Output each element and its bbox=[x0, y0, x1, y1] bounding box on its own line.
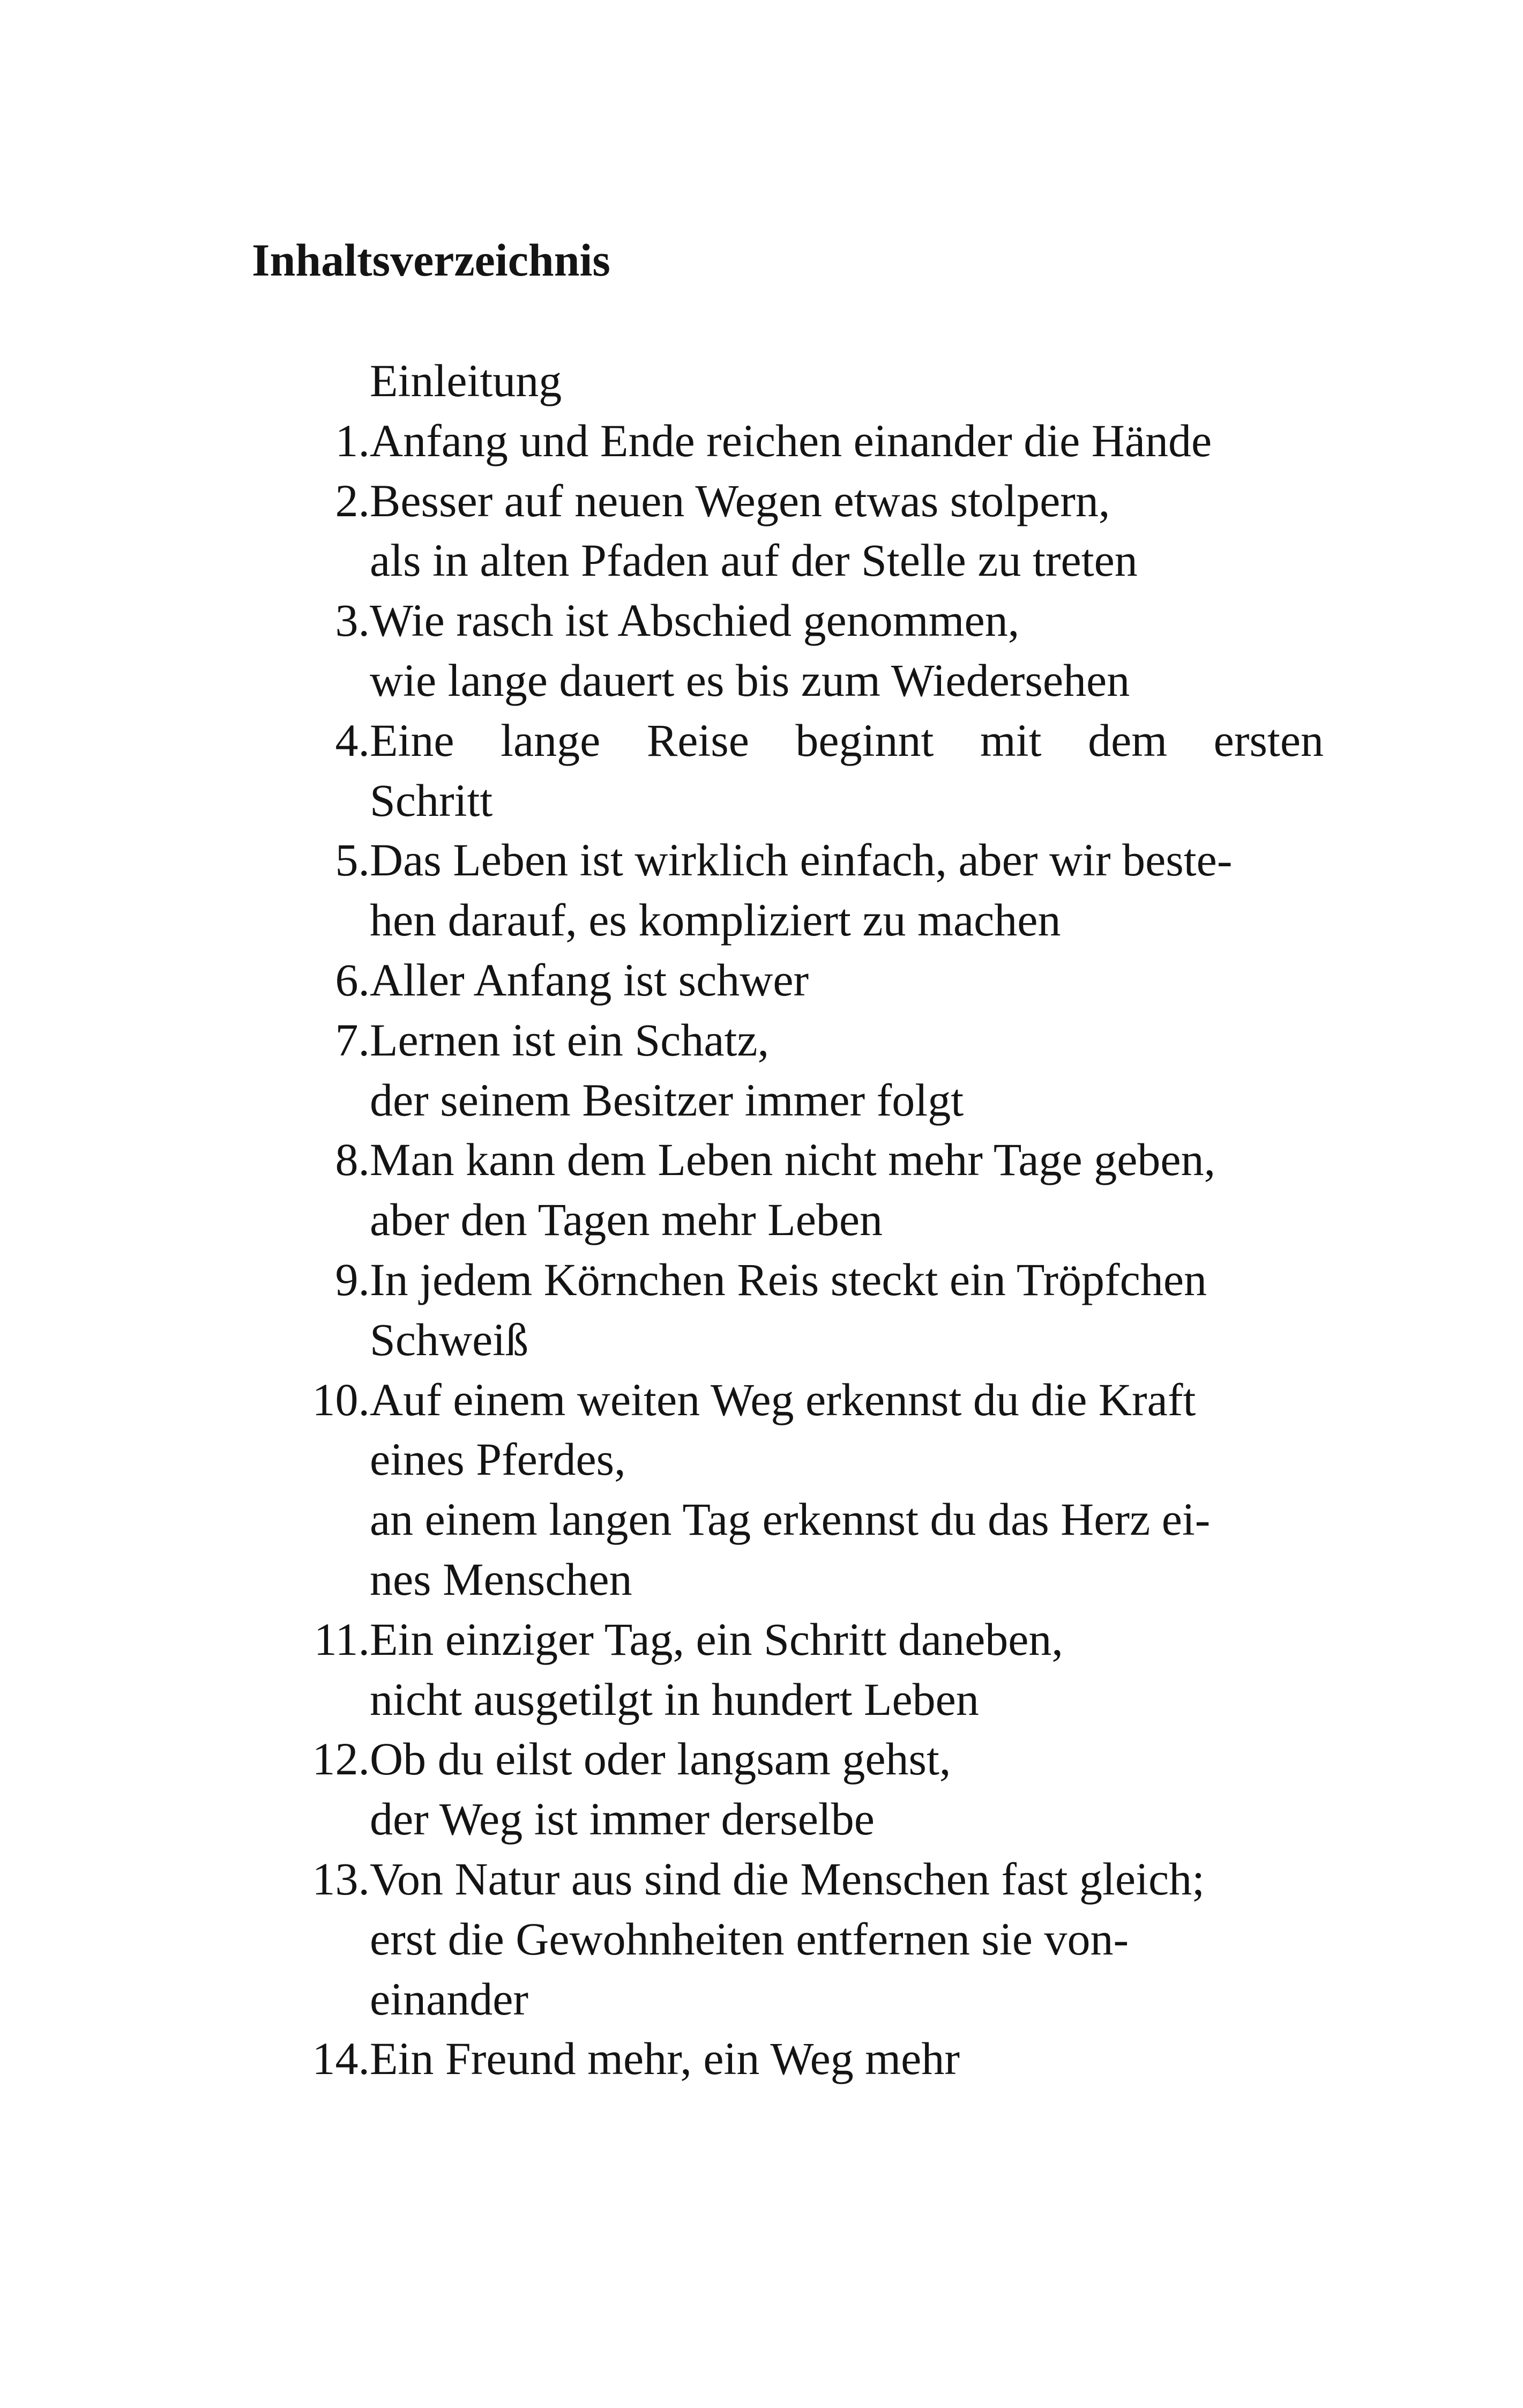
toc-entry-line: Das Leben ist wirklich einfach, aber wir beste- bbox=[370, 834, 1233, 886]
toc-entry-line: Schweiß bbox=[370, 1313, 529, 1365]
toc-entry-line: der seinem Besitzer immer folgt bbox=[370, 1074, 964, 1126]
toc-entry-line: nes Menschen bbox=[370, 1553, 632, 1605]
toc-entry-number-text: 10. bbox=[312, 1373, 370, 1425]
toc-entry-number bbox=[252, 351, 370, 411]
toc-entry-number bbox=[252, 591, 370, 651]
toc-entry bbox=[252, 1130, 1324, 1250]
toc-entry bbox=[252, 591, 1324, 711]
toc-entry-number bbox=[252, 1729, 370, 1789]
toc-entry-number-text: 13. bbox=[312, 1853, 370, 1905]
toc-entry bbox=[252, 1250, 1324, 1370]
toc-entry-number bbox=[252, 1370, 370, 1430]
toc-entry-line: hen darauf, es kompliziert zu machen bbox=[370, 894, 1061, 946]
toc-entry-number bbox=[252, 471, 370, 531]
toc-entry-number-text: 9. bbox=[335, 1253, 370, 1305]
toc-entry-title bbox=[370, 411, 1324, 471]
toc-entry-number bbox=[252, 1010, 370, 1071]
toc-entry-line: Auf einem weiten Weg erkennst du die Kraft bbox=[370, 1373, 1196, 1425]
toc-entry bbox=[252, 1370, 1324, 1610]
toc-entry-number bbox=[252, 2029, 370, 2089]
toc-entry-line: einander bbox=[370, 1973, 529, 2025]
toc-entry bbox=[252, 711, 1324, 831]
toc-entry bbox=[252, 830, 1324, 950]
toc-entry-title bbox=[370, 471, 1324, 591]
toc-entry-title bbox=[370, 1849, 1324, 2029]
toc-entry-line: Ein einziger Tag, ein Schritt daneben, bbox=[370, 1613, 1063, 1665]
toc-entry-line: Lernen ist ein Schatz, bbox=[370, 1014, 770, 1066]
toc-entry-number-text: 3. bbox=[335, 594, 370, 646]
toc-entry-number bbox=[252, 411, 370, 471]
toc-entry bbox=[252, 950, 1324, 1010]
toc-entry-title bbox=[370, 1370, 1324, 1610]
toc-entry-line: der Weg ist immer derselbe bbox=[370, 1793, 875, 1845]
toc-entry-title bbox=[370, 1010, 1324, 1131]
toc-entry-line: Von Natur aus sind die Menschen fast gleich; bbox=[370, 1853, 1205, 1905]
toc-entry-number bbox=[252, 711, 370, 771]
toc-entry-line: als in alten Pfaden auf der Stelle zu treten bbox=[370, 534, 1138, 586]
toc-entry-number-text: 1. bbox=[335, 414, 370, 466]
toc-entry-number bbox=[252, 1849, 370, 1909]
toc-entry bbox=[252, 411, 1324, 471]
toc-entry bbox=[252, 1849, 1324, 2029]
toc-entry-title bbox=[370, 830, 1324, 950]
toc-entry-title bbox=[370, 1729, 1324, 1849]
toc-entry-title bbox=[370, 2029, 1324, 2089]
toc-entry-line: erst die Gewohnheiten entfernen sie von- bbox=[370, 1913, 1129, 1965]
toc-entry-number bbox=[252, 1250, 370, 1310]
toc-entry-number bbox=[252, 1610, 370, 1670]
toc-entry-line: Eine lange Reise beginnt mit dem ersten bbox=[370, 714, 1324, 766]
toc-entry-number-text: 2. bbox=[335, 474, 370, 526]
toc-entry-line: eines Pferdes, bbox=[370, 1433, 626, 1485]
page-title: Inhaltsverzeichnis bbox=[252, 234, 610, 286]
toc-entry-number bbox=[252, 1130, 370, 1190]
toc-entry-number-text: 4. bbox=[335, 714, 370, 766]
toc-entry-number-text: 12. bbox=[312, 1733, 370, 1785]
toc-entry-title bbox=[370, 351, 1324, 411]
toc-entry-line: Wie rasch ist Abschied genommen, bbox=[370, 594, 1020, 646]
toc-entry-title bbox=[370, 591, 1324, 711]
toc-entry-number-text: 7. bbox=[335, 1014, 370, 1066]
toc-entry-line: Anfang und Ende reichen einander die Hände bbox=[370, 414, 1212, 466]
toc-entry-line: Besser auf neuen Wegen etwas stolpern, bbox=[370, 474, 1110, 526]
toc-entry-line: Schritt bbox=[370, 774, 493, 826]
toc-entry-line: nicht ausgetilgt in hundert Leben bbox=[370, 1673, 979, 1725]
toc-entry-line: Man kann dem Leben nicht mehr Tage geben, bbox=[370, 1134, 1216, 1186]
toc-entry-line: aber den Tagen mehr Leben bbox=[370, 1194, 883, 1246]
toc-entry-line: In jedem Körnchen Reis steckt ein Tröpfchen bbox=[370, 1253, 1207, 1305]
toc-entry-number-text: 11. bbox=[313, 1613, 370, 1665]
toc-entry-title bbox=[370, 1610, 1324, 1730]
toc-entry-line: Ob du eilst oder langsam gehst, bbox=[370, 1733, 951, 1785]
toc-entry-line: an einem langen Tag erkennst du das Herz ei- bbox=[370, 1493, 1211, 1545]
toc-entry-title bbox=[370, 711, 1324, 831]
toc-entry bbox=[252, 1010, 1324, 1131]
toc-entry-line: wie lange dauert es bis zum Wiedersehen bbox=[370, 654, 1130, 706]
toc-entry-number bbox=[252, 950, 370, 1010]
toc-entry-title bbox=[370, 950, 1324, 1010]
toc-entry-number-text: 14. bbox=[312, 2033, 370, 2085]
toc-entry bbox=[252, 1729, 1324, 1849]
toc-entry bbox=[252, 1610, 1324, 1730]
toc-entry-line: Einleitung bbox=[370, 355, 562, 406]
toc-entry-number-text: 5. bbox=[335, 834, 370, 886]
toc-entry-number bbox=[252, 830, 370, 890]
toc-entry-title bbox=[370, 1130, 1324, 1250]
toc-entry-title bbox=[370, 1250, 1324, 1370]
toc-entry-number-text: 6. bbox=[335, 954, 370, 1006]
toc-entry bbox=[252, 351, 1324, 411]
toc-entry-number-text: 8. bbox=[335, 1134, 370, 1186]
toc-entry bbox=[252, 471, 1324, 591]
toc-entry bbox=[252, 2029, 1324, 2089]
toc-entry-line: Ein Freund mehr, ein Weg mehr bbox=[370, 2033, 960, 2085]
table-of-contents bbox=[252, 351, 1324, 2089]
toc-entry-line: Aller Anfang ist schwer bbox=[370, 954, 809, 1006]
